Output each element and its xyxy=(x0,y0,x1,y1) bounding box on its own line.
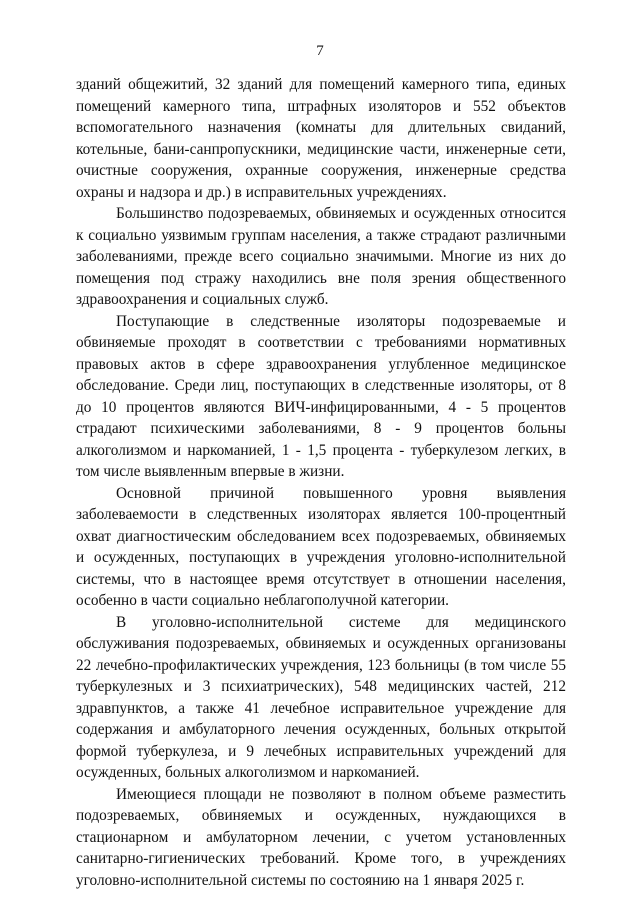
paragraph: Основной причиной повышенного уровня выявления заболеваемости в следственных изоляторах является 100-процентный охват диагностическим обследованием всех подозреваемых, обвиняемых и осужденных, поступающих в учреждения уголовно-исполнительной системы, что в настоящее время отсутствует в отношении населения, особенно в части социально неблагополучной категории. xyxy=(76,484,566,609)
document-body xyxy=(76,74,566,891)
paragraph: Имеющиеся площади не позволяют в полном объеме разместить подозреваемых, обвиняемых и осужденных, нуждающихся в стационарном и амбулаторном лечении, с учетом установленных санитарно-гигиенических требований. Кроме того, в учреждениях уголовно-исполнительной системы по состоянию на 1 января 2025 г. xyxy=(76,785,566,889)
paragraph: Поступающие в следственные изоляторы подозреваемые и обвиняемые проходят в соответствии с требованиями нормативных правовых актов в сфере здравоохранения углубленное медицинское обследование. Среди лиц, поступающих в следственные изоляторы, от 8 до 10 процентов являются ВИЧ-инфицированными, 4 - 5 процентов страдают психическими заболеваниями, 8 - 9 процентов больны алкоголизмом и наркоманией, 1 - 1,5 процента - туберкулезом легких, в том числе выявленным впервые в жизни. xyxy=(76,312,566,480)
paragraph: В уголовно-исполнительной системе для медицинского обслуживания подозреваемых, обвиняемых и осужденных организованы 22 лечебно-профилактических учреждения, 123 больницы (в том числе 55 туберкулезных и 3 психиатрических), 548 медицинских частей, 212 здравпунктов, а также 41 лечебное исправительное учреждение для содержания и амбулаторного лечения осужденных, больных открытой формой туберкулеза, и 9 лечебных исправительных учреждений для осужденных, больных алкоголизмом и наркоманией. xyxy=(76,613,566,781)
paragraph: Большинство подозреваемых, обвиняемых и осужденных относится к социально уязвимым группам населения, а также страдают различными заболеваниями, прежде всего социально значимыми. Многие из них до помещения под стражу находились вне поля зрения общественного здравоохранения и социальных служб. xyxy=(76,205,566,308)
page-number: 7 xyxy=(316,43,324,59)
paragraph-continuation: зданий общежитий, 32 зданий для помещений камерного типа, единых помещений камерного типа, штрафных изоляторов и 552 объектов вспомогательного назначения (комнаты для длительных свиданий, котельные, бани-санпропускники, медицинские части, инженерные сети, очистные сооружения, охранные сооружения, инженерные средства охраны и надзора и др.) в исправительных учреждениях. xyxy=(76,76,566,201)
